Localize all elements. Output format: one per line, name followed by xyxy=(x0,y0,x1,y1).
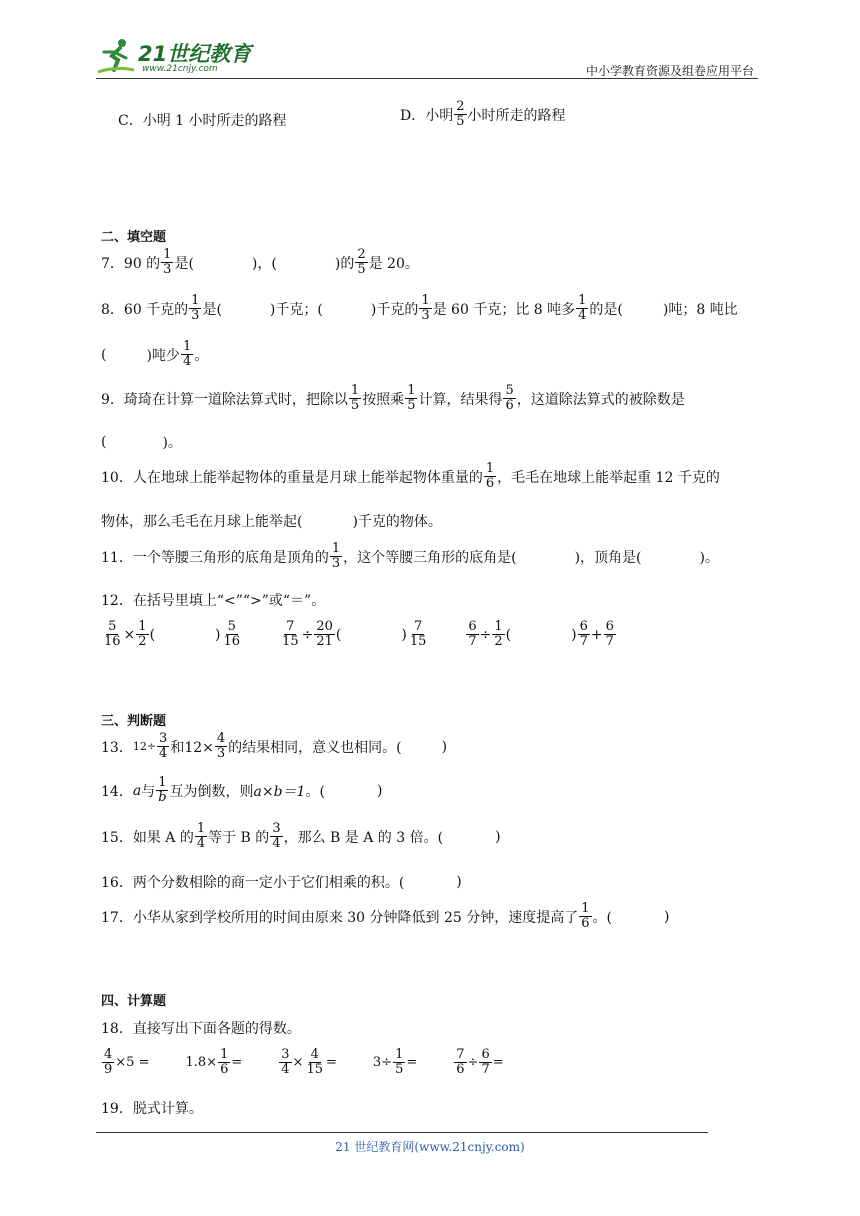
question-10: 10．人在地球上能举起物体的重量是月球上能举起物体重量的 $\frac{1}{6}$ ，毛毛在地球上能举起重 12 千克的 xyxy=(101,461,720,491)
question-19: 19．脱式计算。 xyxy=(101,1101,203,1117)
platform-label: 中小学教育资源及组卷应用平台 xyxy=(585,64,754,78)
fraction: $\frac{3}{4}$ xyxy=(159,731,168,761)
question-18: 18．直接写出下面各题的得数。 xyxy=(101,1021,301,1037)
fraction: $\frac{1}{6}$ xyxy=(581,901,590,931)
footer-divider xyxy=(96,1132,708,1133)
question-10-cont: 物体，那么毛毛在月球上能举起( )千克的物体。 xyxy=(101,514,442,530)
section-calc-title: 四、计算题 xyxy=(101,994,167,1009)
runner-logo-icon xyxy=(96,36,136,76)
fraction: $\frac{5}{6}$ xyxy=(505,383,514,413)
fraction: $\frac{1}{4}$ xyxy=(578,293,587,323)
question-11: 11．一个等腰三角形的底角是顶角的 $\frac{1}{3}$ ，这个等腰三角形的底角是( )，顶角是( )。 xyxy=(101,541,719,571)
fraction: $\frac{5}{16}$ xyxy=(104,619,121,649)
fraction: $\frac{2}{5}$ xyxy=(456,99,465,129)
question-9: 9．琦琦在计算一道除法算式时，把除以 $\frac{1}{5}$ 按照乘 $\frac{1}{5}$ 计算，结果得 $\frac{5}{6}$ ，这道除法算式的被除数是 xyxy=(101,383,685,413)
fraction: $\frac{1}{3}$ xyxy=(421,293,430,323)
question-15: 15．如果 A 的 $\frac{1}{4}$ 等于 B 的 $\frac{3}{4}$ ，那么 B 是 A 的 3 倍。( ) xyxy=(101,821,501,851)
option-c: C．小明 1 小时所走的路程 xyxy=(118,113,287,129)
fraction: $\frac{1}{5}$ xyxy=(395,1047,404,1077)
question-16: 16．两个分数相除的商一定小于它们相乘的积。( ) xyxy=(101,874,462,891)
fraction: $\frac{4}{3}$ xyxy=(216,731,226,761)
fraction: $\frac{1}{2}$ xyxy=(138,619,147,649)
question-14: 14． a 与 $\frac{1}{b}$ 互为倒数，则 a×b＝1 。( ) xyxy=(101,775,383,805)
fraction: $\frac{1}{5}$ xyxy=(407,383,416,413)
fraction: $\frac{6}{7}$ xyxy=(605,619,614,649)
compare-row: $\frac{5}{16}$ × $\frac{1}{2}$ ( ) $\frac{5}{16}$ $\frac{7}{15}$ ÷ $\frac{20}{21}$ ( ) $\frac{7}{15}$ $\frac{6}{7}$ ÷ $\frac{1}{2}$ ( ) $\frac{6}{7}$ + $\frac{6}{7}$ xyxy=(104,619,614,649)
fraction: $\frac{7}{15}$ xyxy=(282,619,299,649)
fraction: $\frac{1}{3}$ xyxy=(191,293,200,323)
section-fill-title: 二、填空题 xyxy=(101,230,167,245)
fraction: $\frac{2}{5}$ xyxy=(357,247,366,277)
question-8-cont: ( )吨少 $\frac{1}{4}$ 。 xyxy=(101,339,209,369)
question-7: 7．90 的 $\frac{1}{3}$ 是( )，( )的 $\frac{2}{5}$ 是 20。 xyxy=(101,247,419,277)
section-judge-title: 三、判断题 xyxy=(101,714,167,729)
footer-text: 21 世纪教育网(www.21cnjy.com) xyxy=(335,1140,525,1154)
fraction: $\frac{4}{15}$ xyxy=(306,1047,323,1077)
fraction: $\frac{1}{b}$ xyxy=(158,775,167,805)
fraction: $\frac{5}{16}$ xyxy=(223,619,241,649)
fraction: $\frac{1}{6}$ xyxy=(485,461,495,491)
question-8: 8．60 千克的 $\frac{1}{3}$ 是( )千克；( )千克的 $\frac{1}{3}$ 是 60 千克；比 8 吨多 $\frac{1}{4}$ 的是( )吨；8 吨比 xyxy=(101,293,738,323)
fraction: $\frac{1}{3}$ xyxy=(163,247,172,277)
logo-url: www.21cnjy.com xyxy=(142,64,218,74)
fraction: $\frac{6}{7}$ xyxy=(579,619,588,649)
fraction: $\frac{1}{4}$ xyxy=(196,821,206,851)
fraction: $\frac{6}{7}$ xyxy=(481,1047,490,1077)
fraction: $\frac{1}{5}$ xyxy=(350,383,360,413)
logo-title: 21世纪教育 xyxy=(138,42,252,66)
fraction: $\frac{1}{4}$ xyxy=(182,339,192,369)
fraction: $\frac{3}{4}$ xyxy=(281,1047,290,1077)
calc-row: $\frac{4}{9}$ ×5 = 1.8× $\frac{1}{6}$ = $\frac{3}{4}$ × $\frac{4}{15}$ = 3÷ $\frac{1}{5}$ = $\frac{7}{6}$ ÷ $\frac{6}{7}$ = xyxy=(104,1047,504,1077)
question-12: 12．在括号里填上“<”“>”或“＝”。 xyxy=(101,593,326,609)
question-17: 17．小华从家到学校所用的时间由原来 30 分钟降低到 25 分钟，速度提高了 $\frac{1}{6}$ 。( ) xyxy=(101,901,670,931)
fraction: $\frac{7}{6}$ xyxy=(456,1047,465,1077)
fraction: $\frac{6}{7}$ xyxy=(468,619,477,649)
question-13: 13． 12÷ $\frac{3}{4}$ 和12× $\frac{4}{3}$ 的结果相同，意义也相同。( ) xyxy=(101,731,448,761)
site-logo xyxy=(96,36,256,78)
question-9-cont: ( )。 xyxy=(101,434,182,451)
fraction: $\frac{20}{21}$ xyxy=(316,619,333,649)
fraction: $\frac{7}{15}$ xyxy=(409,619,427,649)
fraction: $\frac{1}{6}$ xyxy=(220,1047,229,1077)
fraction: $\frac{3}{4}$ xyxy=(272,821,281,851)
fraction: $\frac{1}{3}$ xyxy=(331,541,341,571)
fraction: $\frac{1}{2}$ xyxy=(494,619,503,649)
option-d: D．小明 $\frac{2}{5}$ 小时所走的路程 xyxy=(400,99,566,129)
header-divider xyxy=(96,78,758,79)
fraction: $\frac{4}{9}$ xyxy=(104,1047,113,1077)
